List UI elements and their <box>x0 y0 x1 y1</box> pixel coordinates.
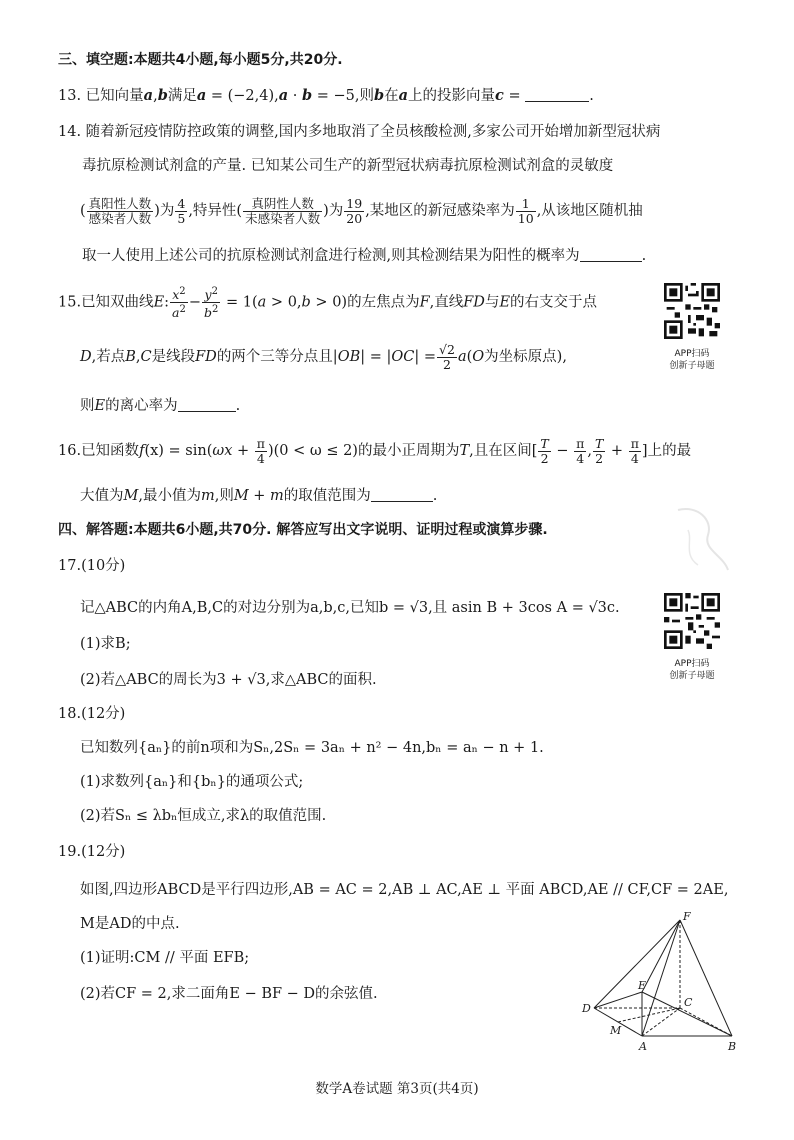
question-17-header: 17.(10分) <box>58 558 126 574</box>
question-13: 13. 已知向量a,b满足a = (−2,4),a · b = −5,则b在a上的投影向量c = . <box>58 87 594 104</box>
section-3-header: 三、填空题:本题共4小题,每小题5分,共20分. <box>58 52 343 68</box>
qr-code-icon[interactable] <box>664 593 720 649</box>
watermark-stamp <box>668 500 738 580</box>
qr-code-icon[interactable] <box>664 283 720 339</box>
question-17-part-2: (2)若△ABC的周长为3 + √3,求△ABC的面积. <box>80 672 377 688</box>
label-B: B <box>728 1040 737 1053</box>
label-D: D <box>582 1002 591 1015</box>
label-F: F <box>683 910 691 923</box>
question-16-line-1: 16.已知函数f(x) = sin(ωx + $\frac{\pi}{4}$ )(0 < ω ≤ 2)的最小正周期为T,且在区间[ $\frac{T}{2}$ − $\frac{\pi}{4}$ , $\frac{T}{2}$ + $\frac{\pi}{4}$ ]上的最 <box>58 435 692 466</box>
answer-blank-16[interactable] <box>371 487 433 502</box>
question-19-part-1: (1)证明:CM // 平面 EFB; <box>80 950 250 966</box>
geometry-figure <box>572 908 752 1056</box>
question-17-part-1: (1)求B; <box>80 636 131 652</box>
label-A: A <box>639 1040 647 1053</box>
qr-caption: APP扫码 创新子母题 <box>669 349 715 371</box>
answer-blank-15[interactable] <box>178 397 236 412</box>
answer-blank-14[interactable] <box>580 247 642 262</box>
question-15-line-3: 则E的离心率为 . <box>80 398 241 414</box>
question-16-line-2: 大值为M,最小值为m,则M + m的取值范围为 . <box>80 488 438 504</box>
section-4-header: 四、解答题:本题共6小题,共70分. 解答应写出文字说明、证明过程或演算步骤. <box>58 522 548 538</box>
question-14-line-4: 取一人使用上述公司的抗原检测试剂盒进行检测,则其检测结果为阳性的概率为 . <box>82 248 647 264</box>
question-18-part-1: (1)求数列{aₙ}和{bₙ}的通项公式; <box>80 774 304 790</box>
label-E: E <box>638 979 647 992</box>
question-14-line-2: 毒抗原检测试剂盒的产量. 已知某公司生产的新型冠状病毒抗原检测试剂盒的灵敏度 <box>82 158 614 174</box>
question-19-stem-line-1: 如图,四边形ABCD是平行四边形,AB = AC = 2,AB ⊥ AC,AE ⊥ 平面 ABCD,AE // CF,CF = 2AE, <box>80 882 729 898</box>
question-19-header: 19.(12分) <box>58 844 126 860</box>
label-C: C <box>684 996 693 1009</box>
question-17-stem: 记△ABC的内角A,B,C的对边分别为a,b,c,已知b = √3,且 asin B + 3cos A = √3c. <box>80 600 620 616</box>
label-M: M <box>610 1024 622 1037</box>
question-18-stem: 已知数列{aₙ}的前n项和为Sₙ,2Sₙ = 3aₙ + n² − 4n,bₙ = aₙ − n + 1. <box>80 740 544 756</box>
question-15-line-2: D,若点B,C是线段FD的两个三等分点且|OB| = |OC| = $\frac{√2}{2}$ a(O为坐标原点), <box>80 341 567 372</box>
page-footer: 数学A卷试题 第3页(共4页) <box>315 1081 479 1097</box>
qr-caption: APP扫码 创新子母题 <box>669 659 715 681</box>
question-15-line-1: 15.已知双曲线E: $\frac{x^2}{a^2}$ − $\frac{y^2}{b^2}$ = 1(a > 0,b > 0)的左焦点为F,直线FD与E的右支交于点 <box>58 286 598 321</box>
question-19-stem-line-2: M是AD的中点. <box>80 916 180 932</box>
question-18-header: 18.(12分) <box>58 706 126 722</box>
question-18-part-2: (2)若Sₙ ≤ λbₙ恒成立,求λ的取值范围. <box>80 808 327 824</box>
question-14-line-3: ( $\frac{\text{真阳性人数}}{\text{感染者人数}}$ )为 $\frac{4}{5}$ ,特异性( $\frac{\text{真阴性人数}}{\text{未感染者人数}}$ )为 $\frac{19}{20}$ ,某地区的新冠感染率为 $\frac{1}{10}$ ,从该地区随机抽 <box>80 195 643 226</box>
question-19-part-2: (2)若CF = 2,求二面角E − BF − D的余弦值. <box>80 986 378 1002</box>
answer-blank-13[interactable] <box>525 87 589 102</box>
question-14-line-1: 14. 随着新冠疫情防控政策的调整,国内多地取消了全员核酸检测,多家公司开始增加新型冠状病 <box>58 124 661 140</box>
